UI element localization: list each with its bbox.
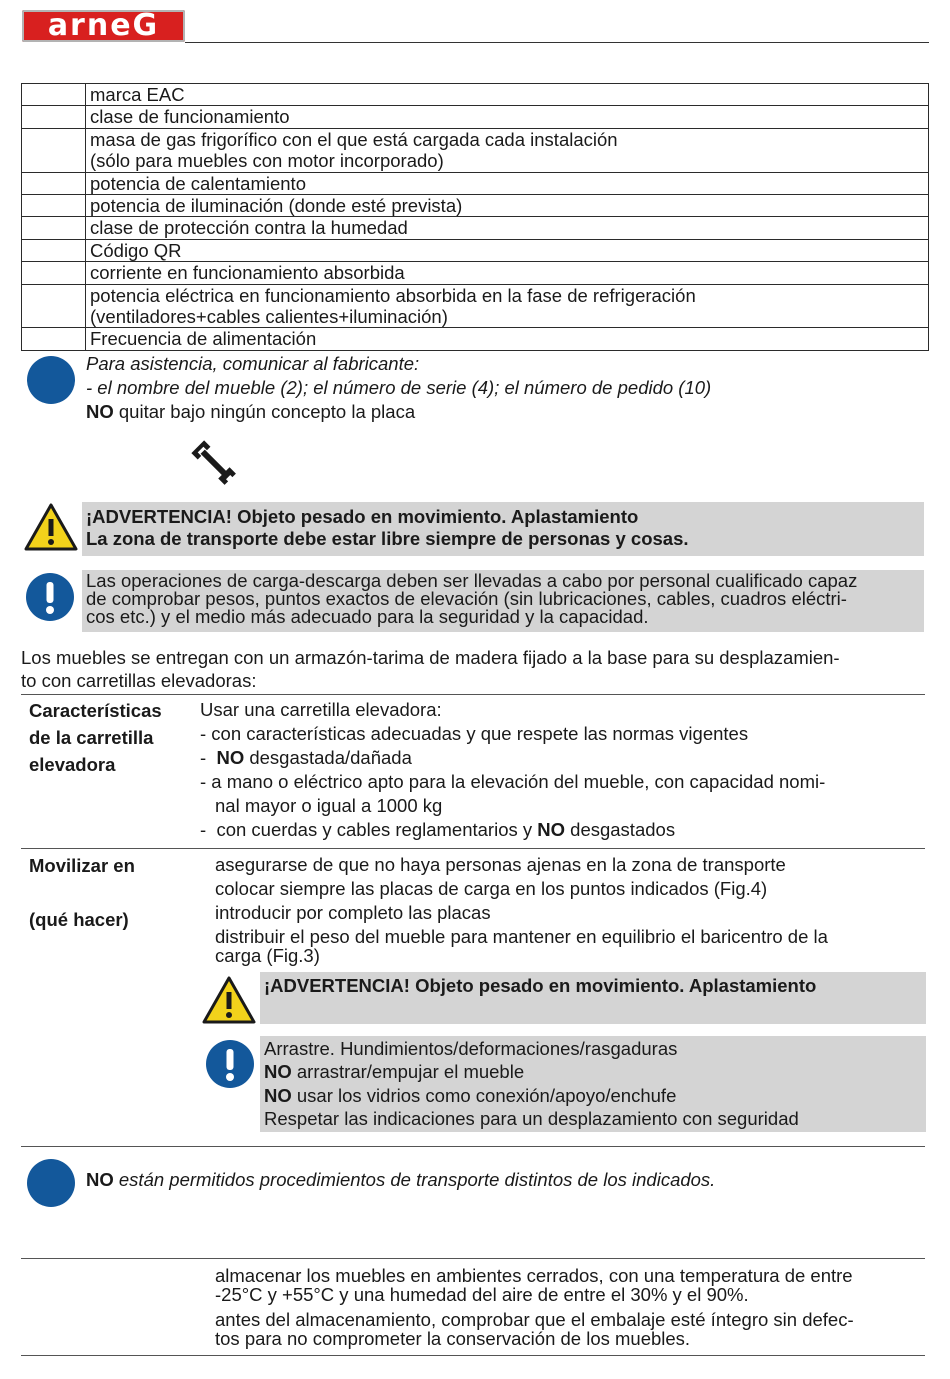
- section-rule: [21, 1355, 925, 1356]
- warning-triangle-icon: [202, 975, 256, 1025]
- section-rule: [21, 848, 925, 849]
- table-row: potencia eléctrica en funcionamiento absorbida en la fase de refrigeración (ventiladores+cables calientes+iluminación): [22, 284, 929, 328]
- info-circle-icon: [27, 356, 75, 404]
- mandatory-exclamation-icon: [206, 1040, 254, 1088]
- logo-text: arneG: [47, 8, 160, 43]
- wrench-icon: [188, 438, 240, 488]
- section-rule: [21, 1146, 925, 1147]
- warning-bar: ¡ADVERTENCIA! Objeto pesado en movimiento. Aplastamiento La zona de transporte debe estar libre siempre de personas y cosas.: [82, 502, 924, 556]
- table-row: clase de protección contra la humedad: [22, 217, 929, 239]
- info-circle-icon: [27, 1159, 75, 1207]
- move-caution-bar: Arrastre. Hundimientos/deformaciones/rasgaduras NO arrastrar/empujar el mueble NO usar los vidrios como conexión/apoyo/enchufe Respetar las indicaciones para un desplazamiento con seguridad: [260, 1036, 926, 1132]
- assistance-note: Para asistencia, comunicar al fabricante: - el nombre del mueble (2); el número de serie (4); el número de pedido (10) NO quitar bajo ningún concepto la placa: [86, 353, 712, 422]
- move-steps: asegurarse de que no haya personas ajenas en la zona de transporte colocar siempre las placas de carga en los puntos indicados (Fig.4) introducir por completo las placas distribuir el peso del mueble para mantener en equilibrio el baricentro de la carga (Fig.3): [215, 854, 828, 966]
- table-row: Código QR: [22, 239, 929, 261]
- move-label-sub: (qué hacer): [29, 909, 129, 930]
- move-label: Movilizar en: [29, 855, 135, 876]
- table-row: masa de gas frigorífico con el que está cargada cada instalación (sólo para muebles con motor incorporado): [22, 128, 929, 172]
- mandatory-exclamation-icon: [26, 573, 74, 621]
- table-row: corriente en funcionamiento absorbida: [22, 262, 929, 284]
- header-rule: [185, 42, 929, 43]
- table-row: marca EAC: [22, 84, 929, 106]
- table-row: potencia de calentamiento: [22, 172, 929, 194]
- forklift-requirements: Usar una carretilla elevadora: - con características adecuadas y que respete las normas vigentes - NO desgastada/dañada - a mano o eléctrico apto para la elevación del mueble, con capacidad nomi- nal mayor o igual a 1000 kg - con cuerdas y cables reglamentarios y NO desgastados: [200, 699, 826, 840]
- table-row: potencia de iluminación (donde esté prevista): [22, 195, 929, 217]
- table-row: Frecuencia de alimentación: [22, 328, 929, 350]
- forklift-label: Características de la carretilla elevadora: [29, 700, 162, 775]
- nameplate-spec-table: [21, 83, 929, 351]
- move-warning-bar: ¡ADVERTENCIA! Objeto pesado en movimiento. Aplastamiento: [260, 972, 926, 1024]
- section-rule: [21, 1258, 925, 1259]
- section-rule: [21, 694, 925, 695]
- transport-note: NO están permitidos procedimientos de transporte distintos de los indicados.: [86, 1169, 716, 1190]
- intro-paragraph: Los muebles se entregan con un armazón-tarima de madera fijado a la base para su desplazamien- to con carretillas elevadoras:: [21, 647, 840, 691]
- table-row: clase de funcionamiento: [22, 106, 929, 128]
- caution-bar: Las operaciones de carga-descarga deben ser llevadas a cabo por personal cualificado capaz de comprobar pesos, puntos exactos de elevación (sin lubricaciones, cables, cuadros eléctri- cos etc.) y el medio más adecuado para la seguridad y la capacidad.: [82, 570, 924, 632]
- warning-triangle-icon: [24, 502, 78, 552]
- storage-instructions: almacenar los muebles en ambientes cerrados, con una temperatura de entre -25°C y +55°C y una humedad del aire de entre el 30% y el 90%. antes del almacenamiento, comprobar que el embalaje esté íntegro sin defec- tos para no comprometer la conservación de los muebles.: [215, 1265, 854, 1349]
- arneg-logo: [22, 10, 185, 42]
